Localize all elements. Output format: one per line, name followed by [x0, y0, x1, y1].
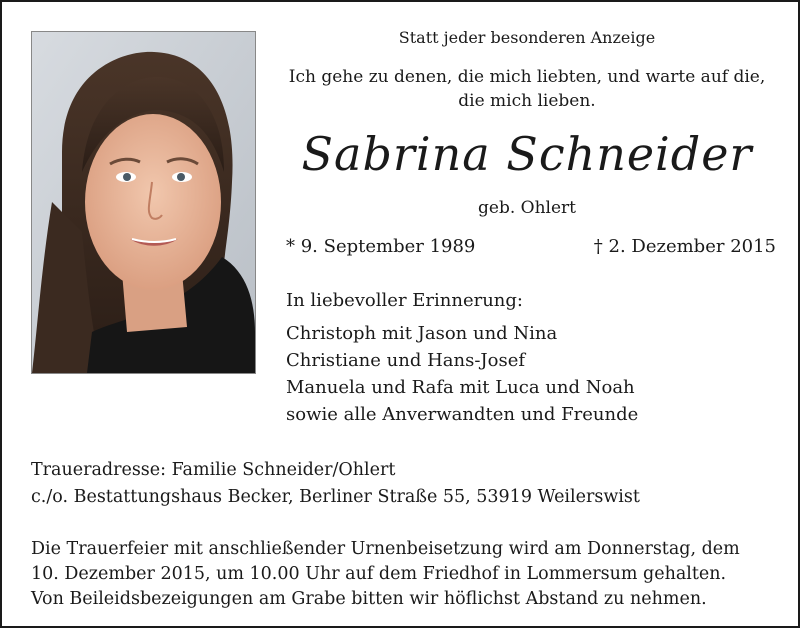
mourning-address: [31, 457, 640, 511]
intro-line: Statt jeder besonderen Anzeige: [398, 28, 656, 47]
quote-line: Ich gehe zu denen, die mich liebten, und warte auf die,: [288, 67, 766, 87]
maiden-name: geb. Ohlert: [478, 198, 576, 218]
quote-line: die mich lieben.: [458, 91, 596, 111]
deceased-name: Sabrina Schneider: [301, 127, 753, 181]
memory-heading: In liebevoller Erinnerung:: [286, 290, 523, 311]
list-item: Manuela und Rafa mit Luca und Noah: [286, 377, 635, 398]
death-date: † 2. Dezember 2015: [593, 236, 776, 257]
list-item: sowie alle Anverwandten und Freunde: [286, 404, 639, 425]
address-line: Traueradresse: Familie Schneider/Ohlert: [31, 460, 396, 480]
list-item: Christoph mit Jason und Nina: [286, 323, 558, 344]
quote: [272, 65, 782, 113]
service-line: Von Beileidsbezeigungen am Grabe bitten wir höflichst Abstand zu nehmen.: [31, 589, 707, 609]
service-information: [31, 537, 781, 612]
mourners-list: [286, 320, 638, 428]
portrait-photo: [31, 31, 256, 374]
portrait-image: [32, 32, 255, 373]
birth-date: * 9. September 1989: [286, 236, 476, 257]
service-line: Die Trauerfeier mit anschließender Urnenbeisetzung wird am Donnerstag, dem: [31, 539, 740, 559]
address-line: c./o. Bestattungshaus Becker, Berliner Straße 55, 53919 Weilerswist: [31, 487, 640, 507]
service-line: 10. Dezember 2015, um 10.00 Uhr auf dem Friedhof in Lommersum gehalten.: [31, 564, 727, 584]
list-item: Christiane und Hans-Josef: [286, 350, 526, 371]
